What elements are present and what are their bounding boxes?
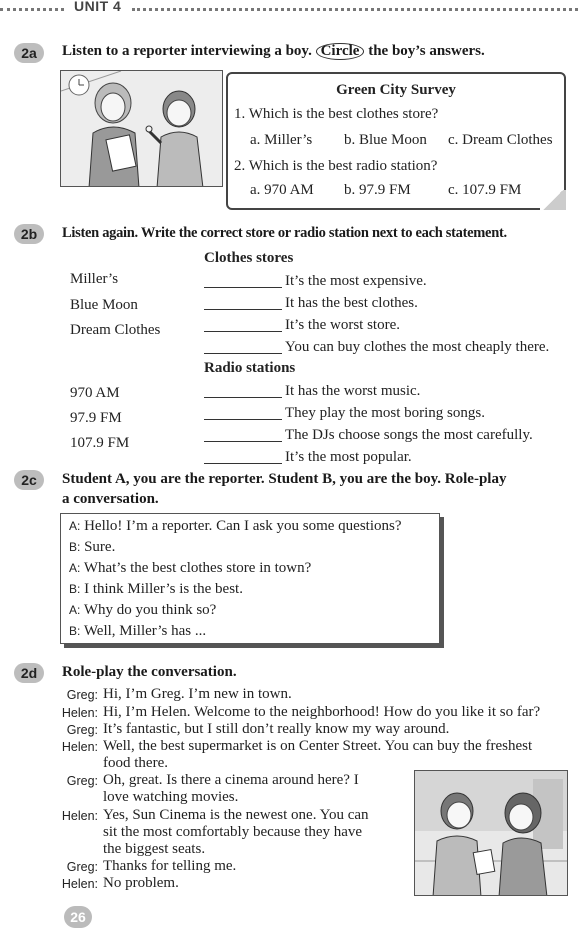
instruction-2a: [62, 43, 485, 60]
dialogue-text: Oh, great. Is there a cinema around here? I: [103, 772, 359, 788]
q1-option-a[interactable]: a. Miller’s: [250, 132, 313, 148]
station-979fm: 97.9 FM: [70, 410, 122, 426]
conversation-line: [69, 560, 311, 577]
header-dots-right: [132, 8, 578, 11]
speaker-label: B:: [69, 624, 81, 638]
dialogue-text: No problem.: [103, 875, 179, 891]
section-badge-2a: 2a: [14, 43, 44, 63]
survey-question-2: 2. Which is the best radio station?: [234, 158, 438, 174]
speaker-label: A:: [69, 519, 81, 533]
store-statement-3: It’s the worst store.: [285, 317, 400, 333]
survey-title: Green City Survey: [336, 82, 456, 98]
store-statement-2: It has the best clothes.: [285, 295, 418, 311]
radio-statement-3: The DJs choose songs the most carefully.: [285, 427, 533, 443]
radio-answer-blank-4[interactable]: [204, 450, 282, 464]
circle-word: Circle: [316, 43, 365, 60]
conversation-box: [60, 513, 440, 644]
line-text: Why do you think so?: [83, 602, 217, 618]
conversation-line: [69, 602, 216, 619]
station-970am: 970 AM: [70, 385, 120, 401]
instruction-2c-line2: a conversation.: [62, 491, 159, 507]
dialogue-text: Well, the best supermarket is on Center Street. You can buy the freshest: [103, 738, 533, 754]
unit-title: UNIT 4: [74, 0, 122, 14]
conversation-line: [69, 581, 243, 598]
radio-statement-2: They play the most boring songs.: [285, 405, 485, 421]
instruction-2a-start: Listen to a reporter interviewing a boy.: [62, 43, 312, 59]
line-text: I think Miller’s is the best.: [84, 581, 243, 597]
dialogue-speaker: Helen:: [61, 740, 98, 754]
store-statement-4: You can buy clothes the most cheaply there.: [285, 339, 550, 355]
store-blue-moon: Blue Moon: [70, 297, 138, 313]
radio-statement-4: It’s the most popular.: [285, 449, 412, 465]
dialogue-text-continued: the biggest seats.: [103, 841, 206, 857]
dialogue-text-continued: love watching movies.: [103, 789, 239, 805]
store-dream-clothes: Dream Clothes: [70, 322, 161, 338]
line-text: Well, Miller’s has ...: [83, 623, 207, 639]
dialogue-speaker: Helen:: [61, 809, 98, 823]
dialogue-speaker: Helen:: [61, 706, 98, 720]
store-answer-blank-3[interactable]: [204, 318, 282, 332]
store-answer-blank-1[interactable]: [204, 274, 282, 288]
q1-option-c[interactable]: c. Dream Clothes: [448, 132, 553, 148]
q2-option-b[interactable]: b. 97.9 FM: [344, 182, 411, 198]
conversation-line: [69, 539, 115, 556]
radio-answer-blank-2[interactable]: [204, 406, 282, 420]
speaker-label: B:: [69, 540, 81, 554]
station-1079fm: 107.9 FM: [70, 435, 130, 451]
dialogue-speaker: Greg:: [66, 723, 98, 737]
store-millers: Miller’s: [70, 271, 119, 287]
dialogue-speaker: Greg:: [66, 688, 98, 702]
instruction-2a-end: the boy’s answers.: [368, 43, 485, 59]
dialogue-text: Hi, I’m Greg. I’m new in town.: [103, 686, 292, 702]
green-city-survey-card: [226, 72, 566, 210]
instruction-2c-line1: Student A, you are the reporter. Student B, you are the boy. Role-play: [62, 471, 507, 487]
page-number: 26: [64, 906, 92, 928]
section-badge-2d: 2d: [14, 663, 44, 683]
line-text: What’s the best clothes store in town?: [83, 560, 312, 576]
instruction-2d: Role-play the conversation.: [62, 664, 237, 680]
dialogue-text-continued: sit the most comfortably because they have: [103, 824, 363, 840]
line-text: Hello! I’m a reporter. Can I ask you some questions?: [84, 518, 402, 534]
dialogue-speaker: Greg:: [66, 774, 98, 788]
dialogue-text: It’s fantastic, but I still don’t really know my way around.: [103, 721, 450, 737]
store-statement-1: It’s the most expensive.: [285, 273, 427, 289]
section-badge-2c: 2c: [14, 470, 44, 490]
dialogue-text-continued: food there.: [103, 755, 168, 771]
survey-question-1: 1. Which is the best clothes store?: [234, 106, 439, 122]
header-dots-left: [0, 8, 64, 11]
radio-answer-blank-1[interactable]: [204, 384, 282, 398]
q2-option-a[interactable]: a. 970 AM: [250, 182, 314, 198]
instruction-2b: Listen again. Write the correct store or radio station next to each statement.: [62, 225, 507, 241]
radio-stations-heading: Radio stations: [204, 360, 296, 376]
dialogue-text: Hi, I’m Helen. Welcome to the neighborhood! How do you like it so far?: [103, 704, 541, 720]
line-text: Sure.: [84, 539, 116, 555]
dialogue-text: Thanks for telling me.: [103, 858, 237, 874]
conversation-line: [69, 518, 402, 535]
dialogue-speaker: Greg:: [66, 860, 98, 874]
conversation-line: [69, 623, 206, 640]
section-badge-2b: 2b: [14, 224, 44, 244]
q1-option-b[interactable]: b. Blue Moon: [344, 132, 427, 148]
speaker-label: A:: [69, 561, 81, 575]
speaker-label: B:: [69, 582, 81, 596]
reporter-boy-illustration: [60, 70, 223, 187]
store-answer-blank-4[interactable]: [204, 340, 282, 354]
q2-option-c[interactable]: c. 107.9 FM: [448, 182, 522, 198]
radio-statement-1: It has the worst music.: [285, 383, 421, 399]
reporter-boy-drawing: [61, 71, 223, 187]
dialogue-text: Yes, Sun Cinema is the newest one. You can: [103, 807, 369, 823]
page-curl: [540, 190, 566, 210]
speaker-label: A:: [69, 603, 81, 617]
greg-helen-illustration: [414, 770, 568, 896]
radio-answer-blank-3[interactable]: [204, 428, 282, 442]
store-answer-blank-2[interactable]: [204, 296, 282, 310]
greg-helen-drawing: [415, 771, 568, 896]
dialogue-speaker: Helen:: [61, 877, 98, 891]
clothes-stores-heading: Clothes stores: [204, 250, 294, 266]
